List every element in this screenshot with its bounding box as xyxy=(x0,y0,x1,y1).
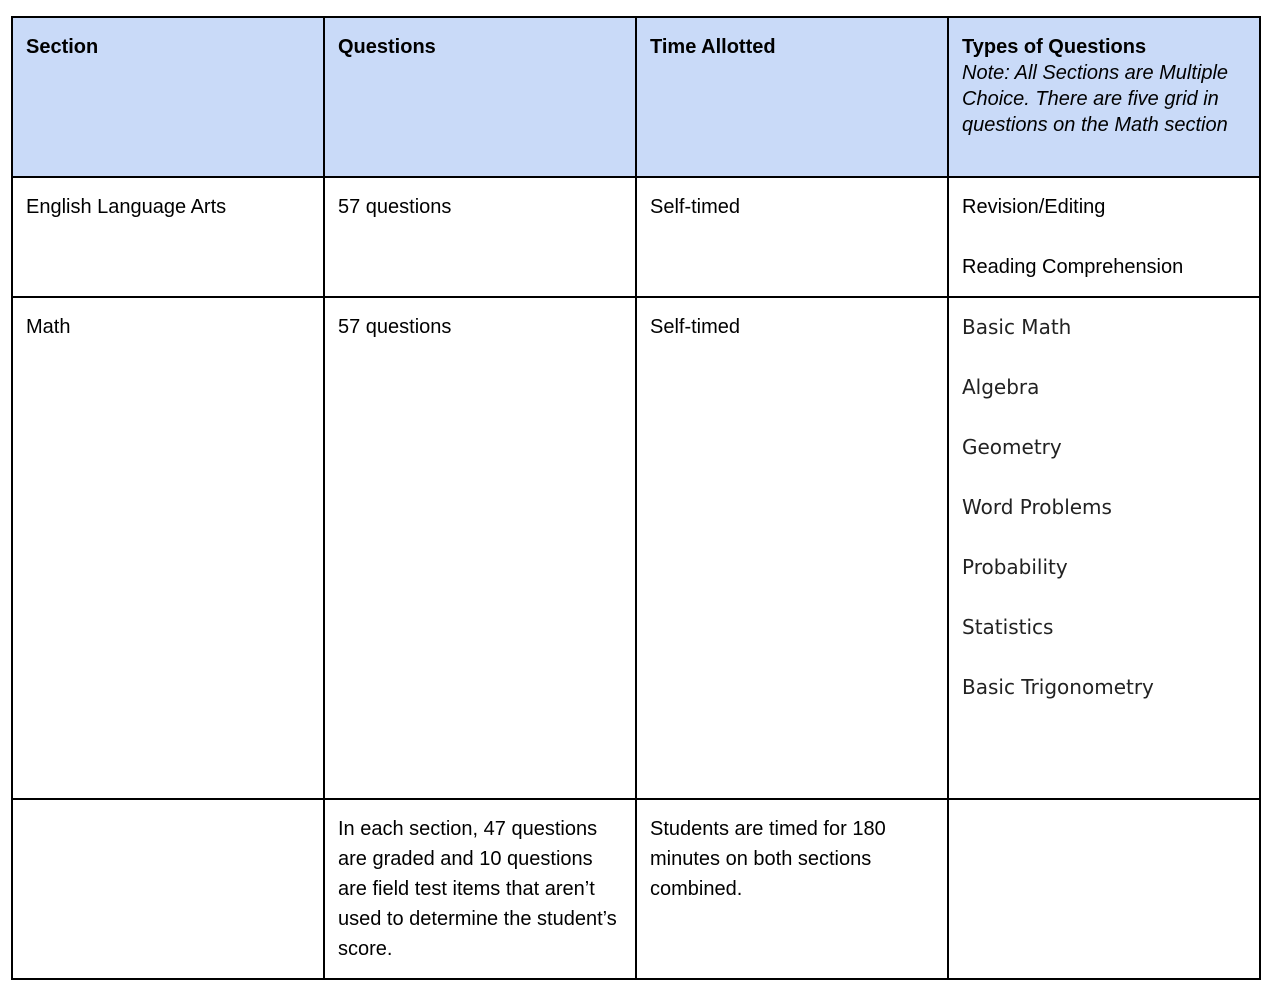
cell-section xyxy=(12,799,324,979)
cell-time xyxy=(636,297,948,799)
cell-time xyxy=(636,799,948,979)
timing-note: Students are timed for 180 minutes on both sections combined. xyxy=(650,818,886,900)
header-time xyxy=(636,17,948,177)
cell-types xyxy=(948,297,1260,799)
question-type-item: Basic Trigonometry xyxy=(962,675,1154,699)
question-type-item: Geometry xyxy=(962,435,1062,459)
cell-section xyxy=(12,177,324,297)
table-row xyxy=(12,177,1260,297)
header-types-label: Types of Questions xyxy=(962,36,1147,58)
question-type-item: Reading Comprehension xyxy=(962,256,1184,278)
cell-types xyxy=(948,799,1260,979)
table-row xyxy=(12,799,1260,979)
cell-types xyxy=(948,177,1260,297)
row-question-count: 57 questions xyxy=(338,196,452,218)
cell-section xyxy=(12,297,324,799)
question-type-item: Algebra xyxy=(962,375,1040,399)
table-header-row xyxy=(12,17,1260,177)
question-type-item: Word Problems xyxy=(962,495,1112,519)
row-question-count: 57 questions xyxy=(338,316,452,338)
table-row xyxy=(12,297,1260,799)
question-type-item: Statistics xyxy=(962,615,1054,639)
row-section-name: Math xyxy=(26,316,71,338)
row-time-allotted: Self-timed xyxy=(650,196,741,218)
cell-questions xyxy=(324,177,636,297)
cell-questions xyxy=(324,799,636,979)
question-type-item: Basic Math xyxy=(962,315,1072,339)
header-time-label: Time Allotted xyxy=(650,36,776,58)
header-questions xyxy=(324,17,636,177)
header-types xyxy=(948,17,1260,177)
exam-sections-table xyxy=(11,16,1261,980)
cell-questions xyxy=(324,297,636,799)
header-section-label: Section xyxy=(26,36,99,58)
header-section xyxy=(12,17,324,177)
question-type-item: Probability xyxy=(962,555,1068,579)
row-time-allotted: Self-timed xyxy=(650,316,741,338)
question-type-item: Revision/Editing xyxy=(962,196,1106,218)
header-types-note: Note: All Sections are Multiple Choice. There are five grid in questions on the Math section xyxy=(962,62,1229,136)
header-questions-label: Questions xyxy=(338,36,436,58)
row-section-name: English Language Arts xyxy=(26,196,227,218)
cell-time xyxy=(636,177,948,297)
grading-note: In each section, 47 questions are graded and 10 questions are field test items that aren’t used to determine the student’s score. xyxy=(338,818,617,960)
